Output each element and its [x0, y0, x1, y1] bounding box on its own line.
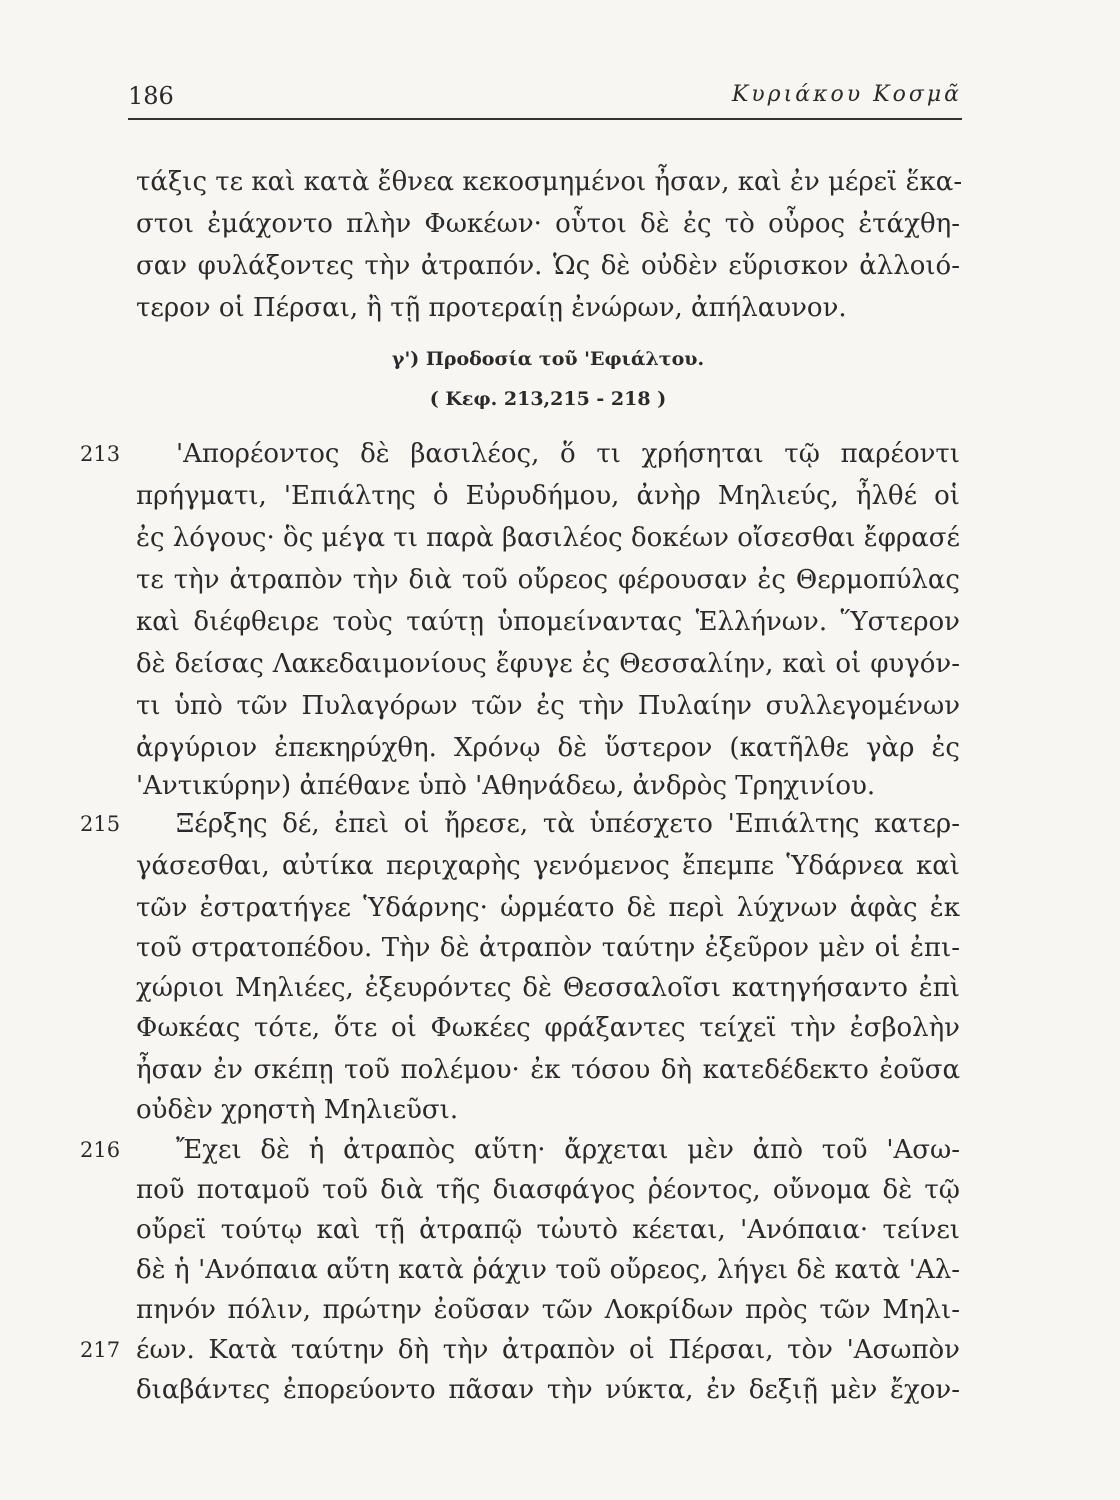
section-reference: ( Κεφ. 213,215 - 218 ): [429, 388, 667, 410]
text-line: πρήγματι, 'Επιάλτης ὁ Εὐρυδήμου, ἀνὴρ Μηλιεύς, ἦλθέ οἱ: [136, 481, 960, 511]
running-head: Κυριάκου Κοσμᾶ: [731, 82, 962, 107]
header-rule: [128, 118, 962, 120]
chapter-number: 216: [80, 1138, 121, 1162]
text-line: τι ὑπὸ τῶν Πυλαγόρων τῶν ἐς τὴν Πυλαίην συλλεγομένων: [136, 691, 960, 721]
text-line: οὔρεϊ τούτῳ καὶ τῇ ἀτραπῷ τὠυτὸ κέεται, 'Ανόπαια· τείνει: [136, 1215, 960, 1245]
text-line: τοῦ στρατοπέδου. Τὴν δὲ ἀτραπὸν ταύτην ἐξεῦρον μὲν οἱ ἐπι-: [136, 933, 960, 963]
text-line: καὶ διέφθειρε τοὺς ταύτῃ ὑπομείναντας Ἑλλήνων. Ὕστερον: [136, 607, 960, 637]
page-header: [128, 82, 962, 118]
text-line: τάξις τε καὶ κατὰ ἔθνεα κεκοσμημένοι ἦσαν, καὶ ἐν μέρεϊ ἕκα-: [136, 167, 963, 197]
text-line: οὐδὲν χρηστὴ Μηλιεῦσι.: [136, 1095, 459, 1125]
text-line: ἀργύριον ἐπεκηρύχθη. Χρόνῳ δὲ ὕστερον (κατῆλθε γὰρ ἐς: [136, 733, 960, 763]
chapter-number: 217: [80, 1338, 121, 1362]
page-number: 186: [128, 82, 174, 110]
text-line: 'Απορέοντος δὲ βασιλέος, ὅ τι χρήσηται τῷ παρέοντι: [176, 439, 960, 469]
text-line: τῶν ἐστρατήγεε Ὑδάρνης· ὡρμέατο δὲ περὶ λύχνων ἁφὰς ἐκ: [136, 893, 960, 923]
text-line: Φωκέας τότε, ὅτε οἱ Φωκέες φράξαντες τείχεϊ τὴν ἐσβολὴν: [136, 1013, 960, 1043]
text-line: χώριοι Μηλιέες, ἐξευρόντες δὲ Θεσσαλοῖσι κατηγήσαντο ἐπὶ: [136, 973, 960, 1003]
text-line: πηνόν πόλιν, πρώτην ἐοῦσαν τῶν Λοκρίδων πρὸς τῶν Μηλι-: [136, 1295, 960, 1325]
chapter-number: 215: [80, 812, 121, 836]
text-line: τερον οἱ Πέρσαι, ἢ τῇ προτεραίῃ ἐνώρων, ἀπήλαυνον.: [136, 293, 847, 323]
text-line: σαν φυλάξοντες τὴν ἀτραπόν. Ὡς δὲ οὐδὲν εὕρισκον ἀλλοιό-: [136, 251, 960, 281]
text-line: γάσεσθαι, αὐτίκα περιχαρὴς γενόμενος ἔπεμπε Ὑδάρνεα καὶ: [136, 851, 960, 881]
text-line: τε τὴν ἀτραπὸν τὴν διὰ τοῦ οὔρεος φέρουσαν ἐς Θερμοπύλας: [136, 565, 960, 595]
text-line: Ἔχει δὲ ἡ ἀτραπὸς αὕτη· ἄρχεται μὲν ἀπὸ τοῦ 'Ασω-: [176, 1135, 960, 1165]
text-line: δὲ ἡ 'Ανόπαια αὕτη κατὰ ῥάχιν τοῦ οὔρεος, λήγει δὲ κατὰ 'Αλ-: [136, 1255, 960, 1285]
text-line: διαβάντες ἐπορεύοντο πᾶσαν τὴν νύκτα, ἐν δεξιῇ μὲν ἔχον-: [136, 1375, 960, 1405]
text-line: στοι ἐμάχοντο πλὴν Φωκέων· οὗτοι δὲ ἐς τὸ οὖρος ἐτάχθη-: [136, 209, 960, 239]
text-line: ἐς λόγους· ὃς μέγα τι παρὰ βασιλέος δοκέων οἴσεσθαι ἔφρασέ: [136, 523, 960, 553]
text-line: ποῦ ποταμοῦ τοῦ διὰ τῆς διασφάγος ῥέοντος, οὔνομα δὲ τῷ: [136, 1175, 960, 1205]
text-line: έων. Κατὰ ταύτην δὴ τὴν ἀτραπὸν οἱ Πέρσαι, τὸν 'Ασωπὸν: [136, 1335, 960, 1365]
text-line: ἦσαν ἐν σκέπῃ τοῦ πολέμου· ἐκ τόσου δὴ κατεδέδεκτο ἐοῦσα: [136, 1055, 960, 1085]
text-line: δὲ δείσας Λακεδαιμονίους ἔφυγε ἐς Θεσσαλίην, καὶ οἱ φυγόν-: [136, 649, 960, 679]
text-line: Ξέρξης δέ, ἐπεὶ οἱ ἤρεσε, τὰ ὑπέσχετο 'Επιάλτης κατερ-: [176, 809, 960, 839]
text-line: 'Αντικύρην) ἀπέθανε ὑπὸ 'Αθηνάδεω, ἀνδρὸς Τρηχινίου.: [136, 771, 876, 801]
chapter-number: 213: [80, 442, 121, 466]
section-title: γ') Προδοσία τοῦ 'Εφιάλτου.: [391, 348, 705, 370]
